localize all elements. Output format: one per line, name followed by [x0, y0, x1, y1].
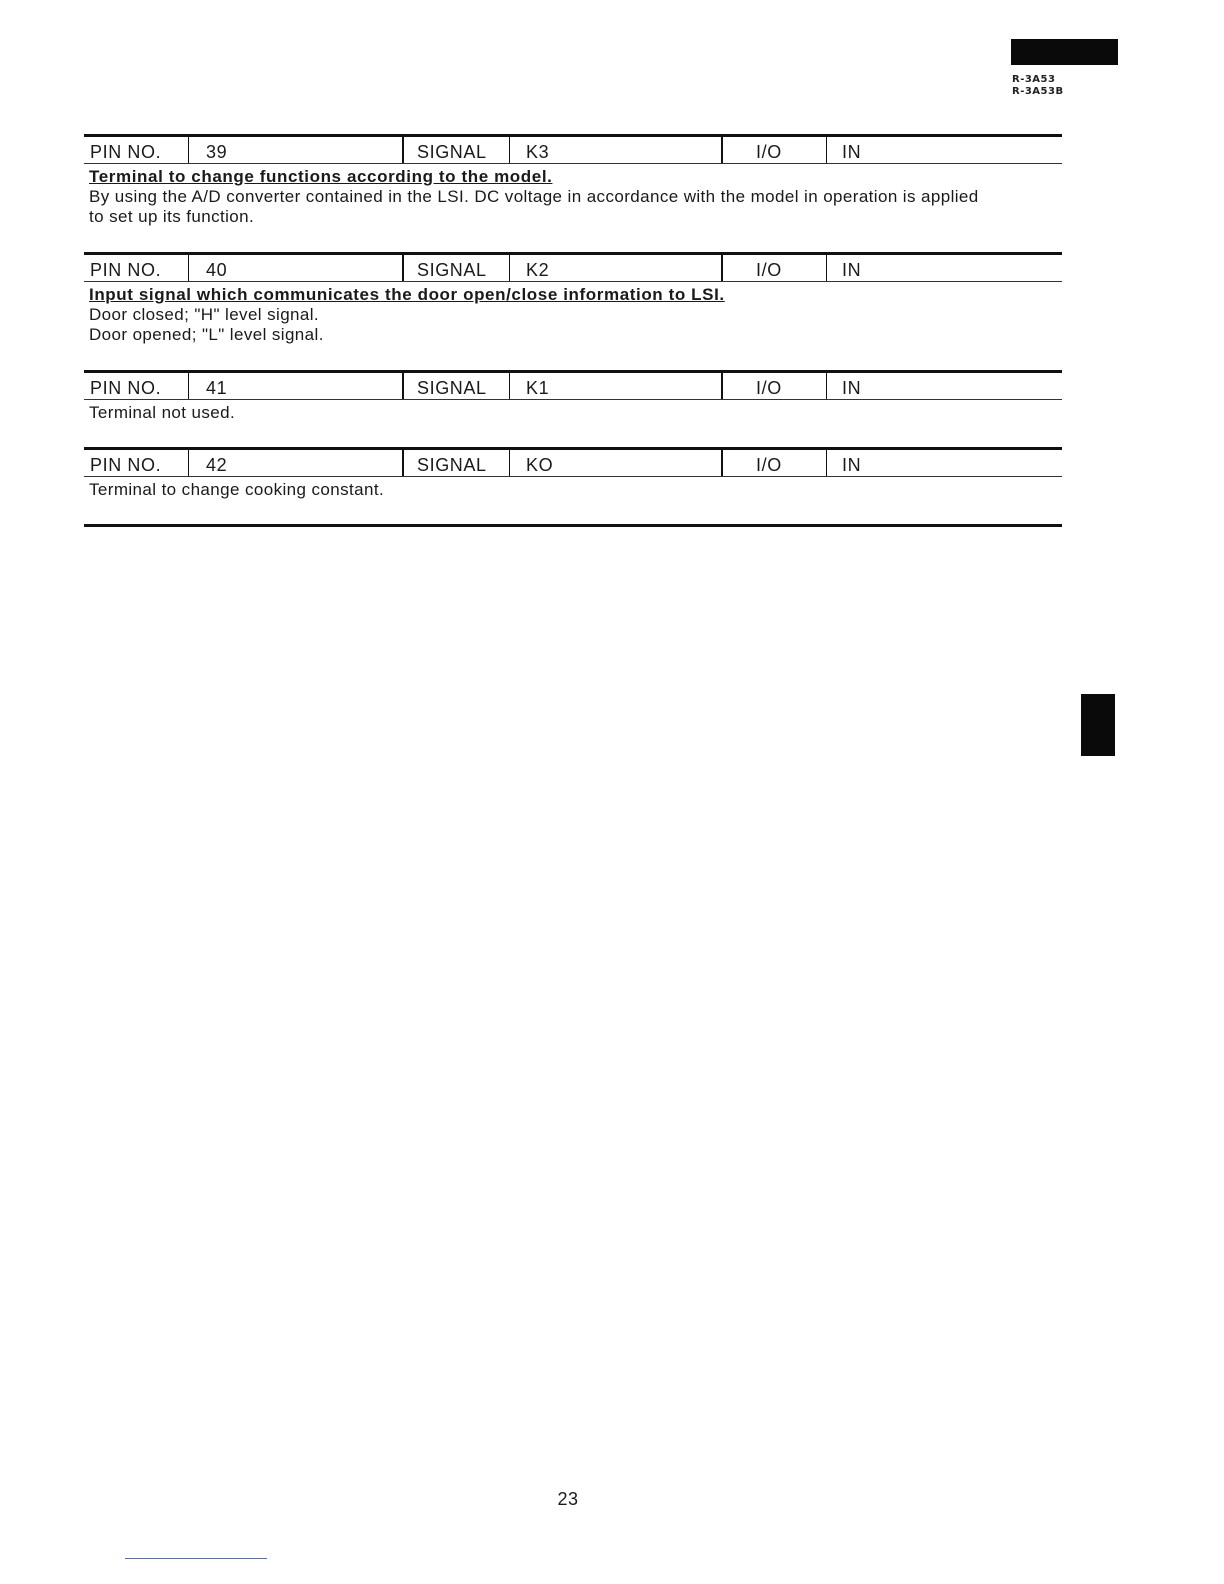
- description-line: By using the A/D converter contained in the LSI. DC voltage in accordance with the model in operation is applied: [89, 187, 979, 206]
- signal-label: SIGNAL: [417, 455, 487, 475]
- side-black-tab: [1081, 694, 1115, 756]
- column-divider: [188, 373, 189, 399]
- io-value: IN: [842, 455, 862, 475]
- signal-label: SIGNAL: [417, 142, 487, 162]
- pin-number: 40: [206, 260, 228, 280]
- description-heading: Terminal to change functions according to the model.: [89, 167, 553, 186]
- description-line: Terminal not used.: [89, 403, 236, 422]
- pin-label: PIN NO.: [90, 142, 162, 162]
- signal-value: K1: [526, 378, 550, 398]
- column-divider: [402, 450, 404, 476]
- pin-header-row: [84, 370, 1062, 400]
- column-divider: [402, 137, 404, 163]
- column-divider: [826, 255, 827, 281]
- signal-label: SIGNAL: [417, 260, 487, 280]
- description-line: Door closed; "H" level signal.: [89, 305, 320, 324]
- io-label: I/O: [756, 142, 782, 162]
- description-line: to set up its function.: [89, 207, 255, 226]
- pin-section-42: [84, 447, 1062, 500]
- page-number: 23: [557, 1489, 579, 1509]
- io-value: IN: [842, 142, 862, 162]
- signal-value: K2: [526, 260, 550, 280]
- header-black-tab: [1011, 39, 1118, 65]
- column-divider: [188, 255, 189, 281]
- column-divider: [826, 450, 827, 476]
- description-heading: Input signal which communicates the door open/close information to LSI.: [89, 285, 725, 304]
- column-divider: [188, 137, 189, 163]
- pin-description: [84, 477, 1062, 500]
- column-divider: [509, 255, 510, 281]
- description-line: Door opened; "L" level signal.: [89, 325, 324, 344]
- pin-section-41: [84, 370, 1062, 423]
- column-divider: [721, 373, 723, 399]
- pin-section-39: [84, 134, 1062, 227]
- pin-number: 42: [206, 455, 228, 475]
- pin-header-row: [84, 134, 1062, 164]
- column-divider: [826, 137, 827, 163]
- pin-label: PIN NO.: [90, 260, 162, 280]
- pin-label: PIN NO.: [90, 455, 162, 475]
- section-bottom-rule: [84, 524, 1062, 527]
- column-divider: [721, 450, 723, 476]
- io-label: I/O: [756, 378, 782, 398]
- signal-value: K3: [526, 142, 550, 162]
- pin-header-row: [84, 447, 1062, 477]
- column-divider: [509, 450, 510, 476]
- model-code-2: R-3A53B: [1012, 86, 1064, 97]
- pin-header-row: [84, 252, 1062, 282]
- io-value: IN: [842, 260, 862, 280]
- pin-description: [84, 164, 1062, 227]
- footer-rule: [125, 1558, 267, 1559]
- io-label: I/O: [756, 260, 782, 280]
- column-divider: [721, 137, 723, 163]
- description-line: Terminal to change cooking constant.: [89, 480, 385, 499]
- column-divider: [402, 373, 404, 399]
- pin-number: 41: [206, 378, 228, 398]
- column-divider: [188, 450, 189, 476]
- signal-label: SIGNAL: [417, 378, 487, 398]
- pin-description: [84, 400, 1062, 423]
- column-divider: [721, 255, 723, 281]
- column-divider: [509, 137, 510, 163]
- pin-description: [84, 282, 1062, 345]
- io-value: IN: [842, 378, 862, 398]
- io-label: I/O: [756, 455, 782, 475]
- column-divider: [509, 373, 510, 399]
- model-code-1: R-3A53: [1012, 74, 1056, 85]
- column-divider: [826, 373, 827, 399]
- pin-section-40: [84, 252, 1062, 345]
- model-codes: [1012, 74, 1064, 98]
- pin-label: PIN NO.: [90, 378, 162, 398]
- signal-value: KO: [526, 455, 554, 475]
- pin-number: 39: [206, 142, 228, 162]
- column-divider: [402, 255, 404, 281]
